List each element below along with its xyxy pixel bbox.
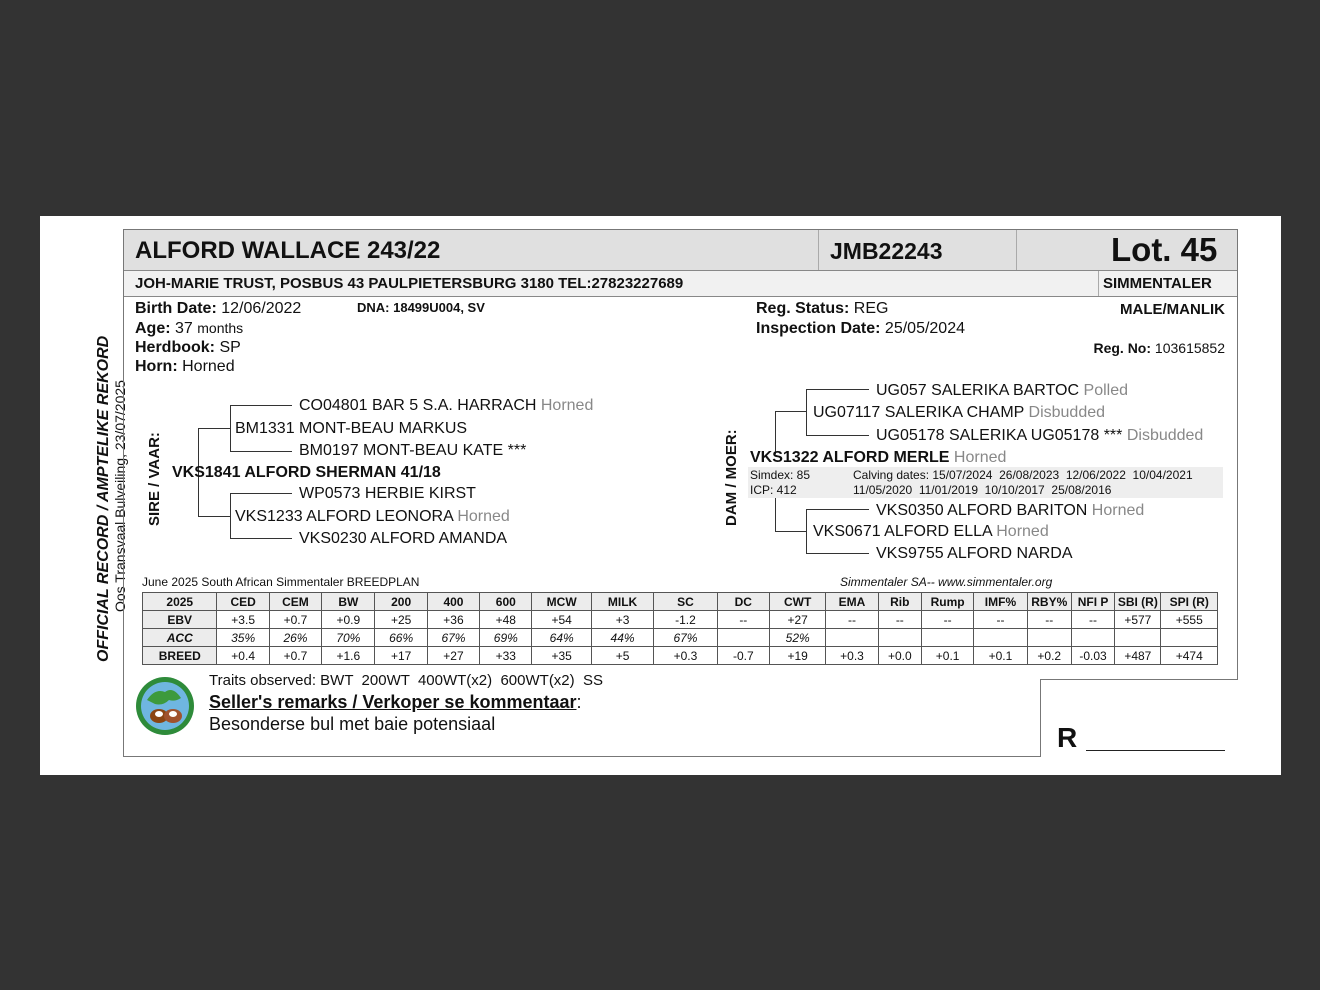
sex: MALE/MANLIK (1120, 301, 1225, 318)
simmentaler-logo-icon (135, 676, 195, 736)
table-cell: +555 (1161, 611, 1218, 629)
table-cell: MILK (591, 593, 653, 611)
reg-number: Reg. No: 103615852 (1093, 340, 1225, 356)
table-cell: +474 (1161, 647, 1218, 665)
table-cell (1115, 629, 1161, 647)
table-cell: -- (1071, 611, 1114, 629)
table-cell (921, 629, 973, 647)
animal-id: JMB22243 (830, 238, 943, 264)
official-record-label: OFFICIAL RECORD / AMPTELIKE REKORD (95, 335, 112, 662)
horn-status: Horn: Horned (135, 358, 235, 375)
table-cell: -0.7 (717, 647, 769, 665)
dna-info: DNA: 18499U004, SV (357, 300, 485, 315)
table-cell (717, 629, 769, 647)
table-cell: +1.6 (322, 647, 375, 665)
table-cell: +487 (1115, 647, 1161, 665)
table-cell: 44% (591, 629, 653, 647)
remarks-text: Besonderse bul met baie potensiaal (209, 714, 496, 734)
table-cell: +0.1 (921, 647, 973, 665)
reg-status: Reg. Status: REG (756, 300, 889, 317)
age: Age: 37 months (135, 320, 244, 337)
table-cell: +27 (769, 611, 825, 629)
table-cell (1161, 629, 1218, 647)
table-cell: SPI (R) (1161, 593, 1218, 611)
table-cell: +5 (591, 647, 653, 665)
table-cell: IMF% (974, 593, 1027, 611)
table-cell (1071, 629, 1114, 647)
table-cell: -- (921, 611, 973, 629)
row-label: EBV (143, 611, 217, 629)
table-cell: +0.4 (217, 647, 269, 665)
dam-dam-sire: VKS0350 ALFORD BARITON Horned (876, 502, 1145, 519)
table-cell: 52% (769, 629, 825, 647)
sire-label: SIRE / VAAR: (146, 432, 163, 526)
table-cell: +27 (427, 647, 479, 665)
table-cell: -- (974, 611, 1027, 629)
table-cell: MCW (532, 593, 591, 611)
calving-dates: Calving dates: 15/07/2024 26/08/2023 12/06/2022 10/04/2021 (853, 468, 1193, 482)
traits-observed: Traits observed: BWT 200WT 400WT(x2) 600WT(x2) SS (209, 672, 603, 689)
table-row (143, 593, 1218, 611)
table-cell: SBI (R) (1115, 593, 1161, 611)
breedplan-caption: June 2025 South African Simmentaler BREEDPLAN (142, 575, 420, 589)
table-cell: EMA (826, 593, 878, 611)
table-cell: 69% (480, 629, 532, 647)
dam-dam-dam: VKS9755 ALFORD NARDA (876, 545, 1073, 562)
table-cell: 26% (269, 629, 321, 647)
birth-date: Birth Date: 12/06/2022 (135, 300, 302, 317)
table-cell: CED (217, 593, 269, 611)
sire-dam-dam: VKS0230 ALFORD AMANDA (299, 530, 508, 547)
row-label: ACC (143, 629, 217, 647)
table-cell: +0.7 (269, 647, 321, 665)
row-label: 2025 (143, 593, 217, 611)
table-cell: +3.5 (217, 611, 269, 629)
table-cell: +0.9 (322, 611, 375, 629)
inspection-date: Inspection Date: 25/05/2024 (756, 320, 965, 337)
table-cell: Rib (878, 593, 921, 611)
table-cell: SC (654, 593, 717, 611)
sire-sire-sire: CO04801 BAR 5 S.A. HARRACH Horned (299, 397, 594, 414)
sire-dam-sire: WP0573 HERBIE KIRST (299, 485, 476, 502)
table-cell: +0.2 (1027, 647, 1071, 665)
table-cell: +577 (1115, 611, 1161, 629)
table-cell (826, 629, 878, 647)
breed-name: SIMMENTALER (1103, 275, 1212, 292)
website-caption: Simmentaler SA-- www.simmentaler.org (840, 575, 1053, 589)
table-cell: 66% (375, 629, 427, 647)
table-row (143, 611, 1218, 629)
table-cell: -0.03 (1071, 647, 1114, 665)
table-cell: -- (1027, 611, 1071, 629)
table-cell: 64% (532, 629, 591, 647)
table-cell: +3 (591, 611, 653, 629)
table-cell (1027, 629, 1071, 647)
dam-name: VKS1322 ALFORD MERLE Horned (750, 449, 1007, 466)
table-cell: -- (826, 611, 878, 629)
table-cell: CEM (269, 593, 321, 611)
table-cell: 400 (427, 593, 479, 611)
table-cell: +17 (375, 647, 427, 665)
table-cell: +35 (532, 647, 591, 665)
divider (818, 230, 819, 270)
table-cell: Rump (921, 593, 973, 611)
sire-name: VKS1841 ALFORD SHERMAN 41/18 (172, 464, 441, 481)
owner-details: JOH-MARIE TRUST, POSBUS 43 PAULPIETERSBURG 3180 TEL:27823227689 (135, 275, 684, 292)
table-cell: 67% (654, 629, 717, 647)
table-cell: CWT (769, 593, 825, 611)
table-cell: DC (717, 593, 769, 611)
dam-sire: UG07117 SALERIKA CHAMP Disbudded (813, 404, 1106, 421)
table-cell: +0.0 (878, 647, 921, 665)
table-cell: 600 (480, 593, 532, 611)
sale-name-label: Oos Transvaal Bulveiling, 23/07/2025 (112, 380, 128, 612)
divider (1098, 271, 1099, 296)
table-cell: +0.3 (826, 647, 878, 665)
table-row (143, 647, 1218, 665)
table-cell: BW (322, 593, 375, 611)
table-cell: RBY% (1027, 593, 1071, 611)
table-cell: +0.7 (269, 611, 321, 629)
table-cell: 200 (375, 593, 427, 611)
animal-name: ALFORD WALLACE 243/22 (135, 237, 441, 264)
dam-label: DAM / MOER: (723, 429, 740, 526)
table-cell: +36 (427, 611, 479, 629)
icp: ICP: 412 (750, 483, 797, 497)
sire-sire-dam: BM0197 MONT-BEAU KATE *** (299, 442, 527, 459)
herdbook: Herdbook: SP (135, 339, 241, 356)
table-cell: 70% (322, 629, 375, 647)
table-cell: -- (717, 611, 769, 629)
table-cell: +0.3 (654, 647, 717, 665)
table-cell: NFI P (1071, 593, 1114, 611)
ebv-table (142, 592, 1218, 665)
table-cell: -- (878, 611, 921, 629)
table-row (143, 629, 1218, 647)
dam-sire-dam: UG05178 SALERIKA UG05178 *** Disbudded (876, 427, 1204, 444)
table-cell: +54 (532, 611, 591, 629)
table-cell: +33 (480, 647, 532, 665)
table-cell: +48 (480, 611, 532, 629)
table-cell (974, 629, 1027, 647)
calving-dates-continued: 11/05/2020 11/01/2019 10/10/2017 25/08/2016 (853, 483, 1112, 497)
row-label: BREED (143, 647, 217, 665)
table-cell (878, 629, 921, 647)
remarks-title: Seller's remarks / Verkoper se kommentaar: (209, 692, 582, 712)
table-cell: +19 (769, 647, 825, 665)
table-cell: +25 (375, 611, 427, 629)
sire-dam: VKS1233 ALFORD LEONORA Horned (235, 508, 510, 525)
table-cell: 35% (217, 629, 269, 647)
lot-number: Lot. 45 (1111, 231, 1218, 268)
dam-dam: VKS0671 ALFORD ELLA Horned (813, 523, 1049, 540)
price-currency: R (1057, 722, 1078, 753)
price-input-line[interactable] (1086, 750, 1225, 751)
sire-sire: BM1331 MONT-BEAU MARKUS (235, 420, 468, 437)
table-cell: -1.2 (654, 611, 717, 629)
table-cell: +0.1 (974, 647, 1027, 665)
simdex: Simdex: 85 (750, 468, 811, 482)
dam-sire-sire: UG057 SALERIKA BARTOC Polled (876, 382, 1128, 399)
divider (1016, 230, 1017, 270)
table-cell: 67% (427, 629, 479, 647)
